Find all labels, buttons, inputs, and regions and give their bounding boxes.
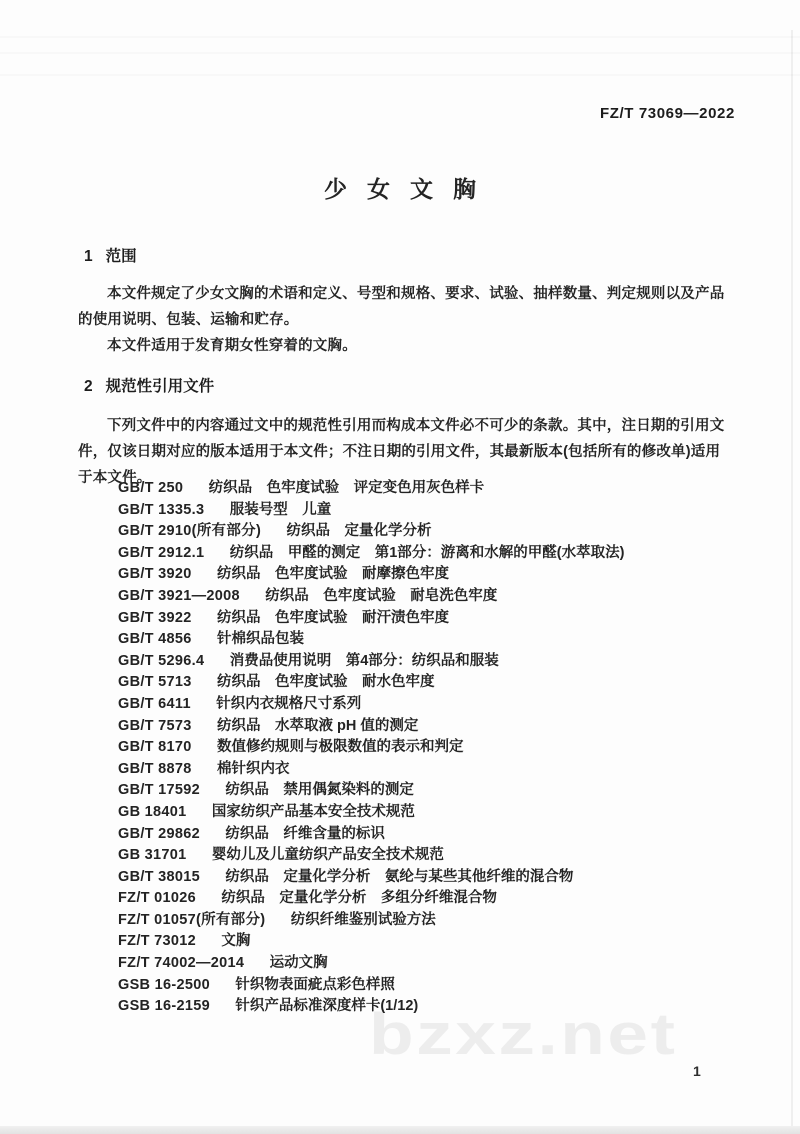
reference-code: GB/T 6411: [118, 695, 191, 712]
reference-item: [118, 910, 738, 932]
scope-paragraph-2: 本文件适用于发育期女性穿着的文胸。: [107, 338, 357, 354]
reference-title: 纺织品 色牢度试验 耐汗渍色牢度: [217, 609, 449, 626]
reference-item: [118, 716, 738, 738]
reference-title: 运动文胸: [269, 955, 328, 972]
reference-title: 针棉织品包装: [217, 631, 304, 648]
reference-item: [118, 824, 738, 846]
reference-code: GB/T 8170: [118, 739, 192, 756]
reference-code: GB/T 2910(所有部分): [118, 523, 262, 540]
normative-references-intro: 下列文件中的内容通过文中的规范性引用而构成本文件必不可少的条款。其中，注日期的引用文件，仅该日期对应的版本适用于本文件；不注日期的引用文件，其最新版本(包括所有的修改单)适用于本文件。: [78, 418, 725, 486]
reference-item: [118, 672, 738, 694]
reference-item: [118, 651, 738, 673]
reference-item: [118, 888, 738, 910]
scan-artifact-line: [0, 36, 800, 38]
reference-title: 服装号型 儿童: [229, 501, 332, 518]
reference-code: GB/T 250: [118, 480, 184, 496]
reference-title: 纺织品 色牢度试验 评定变色用灰色样卡: [208, 480, 485, 496]
reference-title: 纺织纤维鉴别试验方法: [290, 911, 436, 928]
reference-title: 棉针织内衣: [217, 760, 290, 777]
reference-title: 纺织品 甲醛的测定 第1部分：游离和水解的甲醛(水萃取法): [229, 544, 625, 561]
reference-title: 纺织品 水萃取液 pH 值的测定: [217, 717, 419, 734]
reference-code: GB/T 3922: [118, 609, 192, 626]
reference-title: 纺织品 色牢度试验 耐摩擦色牢度: [217, 566, 449, 583]
reference-item: [118, 845, 738, 867]
reference-title: 纺织品 色牢度试验 耐皂洗色牢度: [265, 587, 498, 604]
reference-item: [118, 478, 738, 500]
reference-title: 纺织品 定量化学分析 多组分纤维混合物: [221, 890, 497, 907]
reference-item: [118, 737, 738, 759]
reference-code: GSB 16-2159: [118, 998, 210, 1015]
section-1-heading: [84, 244, 137, 266]
reference-code: GB/T 7573: [118, 717, 192, 734]
reference-title: 纺织品 禁用偶氮染料的测定: [225, 782, 414, 799]
standard-code: FZ/T 73069—2022: [600, 105, 735, 122]
reference-code: GB/T 29862: [118, 825, 200, 842]
reference-item: [118, 953, 738, 975]
reference-item: [118, 564, 738, 586]
reference-code: GB/T 4856: [118, 631, 192, 648]
reference-title: 消费品使用说明 第4部分：纺织品和服装: [229, 652, 499, 669]
reference-title: 针织产品标准深度样卡(1/12): [235, 998, 419, 1015]
reference-code: GB 18401: [118, 803, 187, 820]
reference-item: [118, 867, 738, 889]
reference-title: 针织内衣规格尺寸系列: [216, 695, 362, 712]
reference-title: 纺织品 纤维含量的标识: [225, 825, 385, 842]
scan-artifact-line: [0, 52, 800, 54]
reference-title: 针织物表面疵点彩色样照: [235, 976, 395, 993]
scope-paragraph-1: 本文件规定了少女文胸的术语和定义、号型和规格、要求、试验、抽样数量、判定规则以及产品的使用说明、包装、运输和贮存。: [78, 286, 725, 328]
page-number: 1: [693, 1063, 701, 1079]
reference-item: [118, 608, 738, 630]
reference-code: GB/T 3920: [118, 566, 192, 583]
document-title: 少女文胸: [324, 176, 496, 202]
reference-item: [118, 543, 738, 565]
reference-title: 数值修约规则与极限数值的表示和判定: [217, 739, 464, 756]
reference-code: GB/T 5713: [118, 674, 192, 691]
reference-code: FZ/T 74002—2014: [118, 955, 245, 972]
reference-item: [118, 780, 738, 802]
scan-artifact-line: [0, 74, 800, 76]
reference-item: [118, 586, 738, 608]
reference-code: GB/T 17592: [118, 782, 200, 799]
reference-code: FZ/T 01057(所有部分): [118, 911, 266, 928]
reference-item: [118, 500, 738, 522]
reference-item: [118, 629, 738, 651]
reference-code: GB/T 1335.3: [118, 501, 205, 518]
reference-code: GB/T 2912.1: [118, 544, 205, 561]
reference-code: GSB 16-2500: [118, 976, 210, 993]
reference-item: [118, 759, 738, 781]
normative-references-list: [118, 478, 738, 1018]
reference-code: FZ/T 01026: [118, 890, 196, 907]
reference-title: 纺织品 定量化学分析: [286, 523, 432, 540]
reference-title: 文胸: [221, 933, 251, 950]
reference-item: [118, 521, 738, 543]
section-2-heading: [84, 374, 214, 396]
watermark: bzxz.net: [369, 1002, 678, 1067]
reference-code: GB/T 38015: [118, 868, 200, 885]
reference-item: [118, 802, 738, 824]
reference-code: GB 31701: [118, 847, 187, 864]
reference-item: [118, 694, 738, 716]
page-bottom-edge: [0, 1126, 800, 1134]
reference-item: [118, 996, 738, 1018]
reference-title: 纺织品 定量化学分析 氨纶与某些其他纤维的混合物: [225, 868, 574, 885]
reference-code: GB/T 5296.4: [118, 652, 205, 669]
reference-title: 国家纺织产品基本安全技术规范: [211, 803, 415, 820]
reference-code: GB/T 3921—2008: [118, 587, 240, 604]
reference-title: 婴幼儿及儿童纺织产品安全技术规范: [211, 847, 444, 864]
reference-code: GB/T 8878: [118, 760, 192, 777]
reference-item: [118, 975, 738, 997]
reference-item: [118, 931, 738, 953]
section-1-title: 范围: [105, 248, 137, 265]
reference-code: FZ/T 73012: [118, 933, 196, 950]
section-2-number: 2: [84, 378, 93, 395]
section-1-number: 1: [84, 248, 93, 265]
section-2-title: 规范性引用文件: [105, 378, 215, 395]
reference-title: 纺织品 色牢度试验 耐水色牢度: [217, 674, 435, 691]
